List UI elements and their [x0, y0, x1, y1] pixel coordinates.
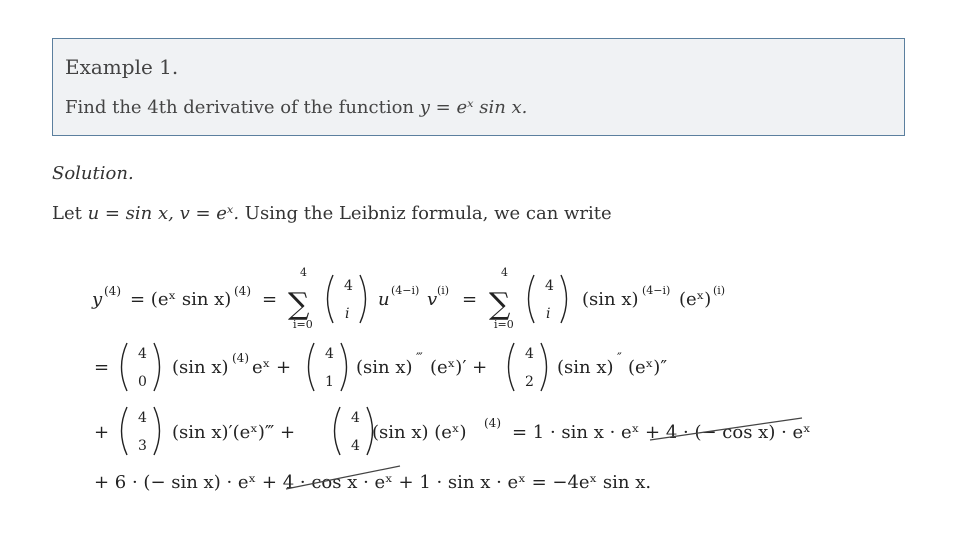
- term-u: u: [378, 289, 390, 310]
- binom1-right-paren: [360, 275, 366, 323]
- binom-1-left: [309, 343, 315, 391]
- line2-term0: (sin x): [172, 357, 229, 378]
- term2-sin: (sin x): [582, 289, 639, 310]
- line3-term0: (sin x)′(eˣ)‴ +: [172, 422, 296, 443]
- binom1-bottom: i: [345, 306, 350, 322]
- binom-3-right: [154, 407, 160, 455]
- line3-tail: = 1 · sin x · eˣ + 4 · (− cos x) · eˣ: [512, 422, 811, 443]
- equation-line-3: [94, 407, 811, 455]
- equation-line-4: [94, 466, 651, 493]
- binom-2-top: 4: [525, 346, 534, 362]
- sum1-top: 4: [300, 266, 307, 279]
- binom-1-right: [341, 343, 347, 391]
- binom-4-bottom: 4: [351, 438, 360, 454]
- example-title: Example 1.: [65, 55, 179, 79]
- lhs-sup: (4): [104, 284, 121, 298]
- sum2-top: 4: [501, 266, 508, 279]
- binom-3-top: 4: [138, 410, 147, 426]
- line2-term1-sup: ‴: [416, 351, 423, 366]
- binom-3-left: [122, 407, 128, 455]
- task-math: y = eˣ sin x.: [419, 97, 528, 118]
- solution-label: Solution.: [52, 163, 134, 184]
- line2-term1: (sin x): [356, 357, 413, 378]
- lhs-product-sup: (4): [234, 284, 251, 298]
- binom-0-top: 4: [138, 346, 147, 362]
- binom2-bottom: i: [546, 306, 551, 322]
- binom-1-top: 4: [325, 346, 334, 362]
- line2-term2-after: (eˣ)″: [628, 357, 668, 378]
- binom1-left-paren: [328, 275, 334, 323]
- binom2-top: 4: [545, 278, 554, 294]
- binom-2-right: [541, 343, 547, 391]
- line3-term1: (sin x) (eˣ): [372, 422, 467, 443]
- line2-term0-after: eˣ +: [252, 357, 292, 378]
- binom-4-left: [335, 407, 341, 455]
- lhs-product: = (eˣ sin x): [130, 289, 232, 310]
- term2-sin-sup: (4−i): [642, 284, 671, 297]
- binom-2-bottom: 2: [525, 374, 534, 390]
- line2-term2: (sin x): [557, 357, 614, 378]
- equals-1: =: [262, 289, 278, 310]
- sum2-bottom: i=0: [494, 318, 514, 331]
- line2-term2-sup: ″: [617, 351, 622, 366]
- binom-4-top: 4: [351, 410, 360, 426]
- let-prefix: Let: [52, 203, 88, 224]
- let-suffix: Using the Leibniz formula, we can write: [239, 203, 612, 224]
- binom1-top: 4: [344, 278, 353, 294]
- lhs-y: y: [92, 289, 103, 310]
- equation-line-1: [91, 266, 725, 331]
- binom-3-bottom: 3: [138, 438, 147, 454]
- sum1-symbol: ∑: [288, 287, 310, 322]
- binom-0-left: [122, 343, 128, 391]
- equation-line-2: [94, 343, 667, 391]
- binom-1-bottom: 1: [325, 374, 334, 390]
- term-v: v: [427, 289, 438, 310]
- binom2-right-paren: [561, 275, 567, 323]
- line3-term1-sup: (4): [484, 416, 501, 430]
- line2-term1-after: (eˣ)′ +: [430, 357, 488, 378]
- line2-term0-sup: (4): [232, 351, 249, 365]
- let-math: u = sin x, v = eˣ.: [87, 203, 240, 224]
- sum1-bottom: i=0: [293, 318, 313, 331]
- task-prefix: Find the 4th derivative of the function: [65, 97, 420, 118]
- plus-3: +: [94, 422, 110, 443]
- term2-exp-sup: (i): [713, 284, 726, 297]
- sum2-symbol: ∑: [489, 287, 511, 322]
- binom-0-right: [154, 343, 160, 391]
- binom-2-left: [509, 343, 515, 391]
- equals-3: =: [94, 357, 110, 378]
- binom2-left-paren: [529, 275, 535, 323]
- term2-exp: (eˣ): [679, 289, 712, 310]
- binom-0-bottom: 0: [138, 374, 147, 390]
- term-v-sup: (i): [437, 284, 450, 297]
- line4: + 6 · (− sin x) · eˣ + 4 · cos x · eˣ + 1 · sin x · eˣ = −4eˣ sin x.: [94, 472, 652, 493]
- term-u-sup: (4−i): [391, 284, 420, 297]
- equals-2: =: [462, 289, 478, 310]
